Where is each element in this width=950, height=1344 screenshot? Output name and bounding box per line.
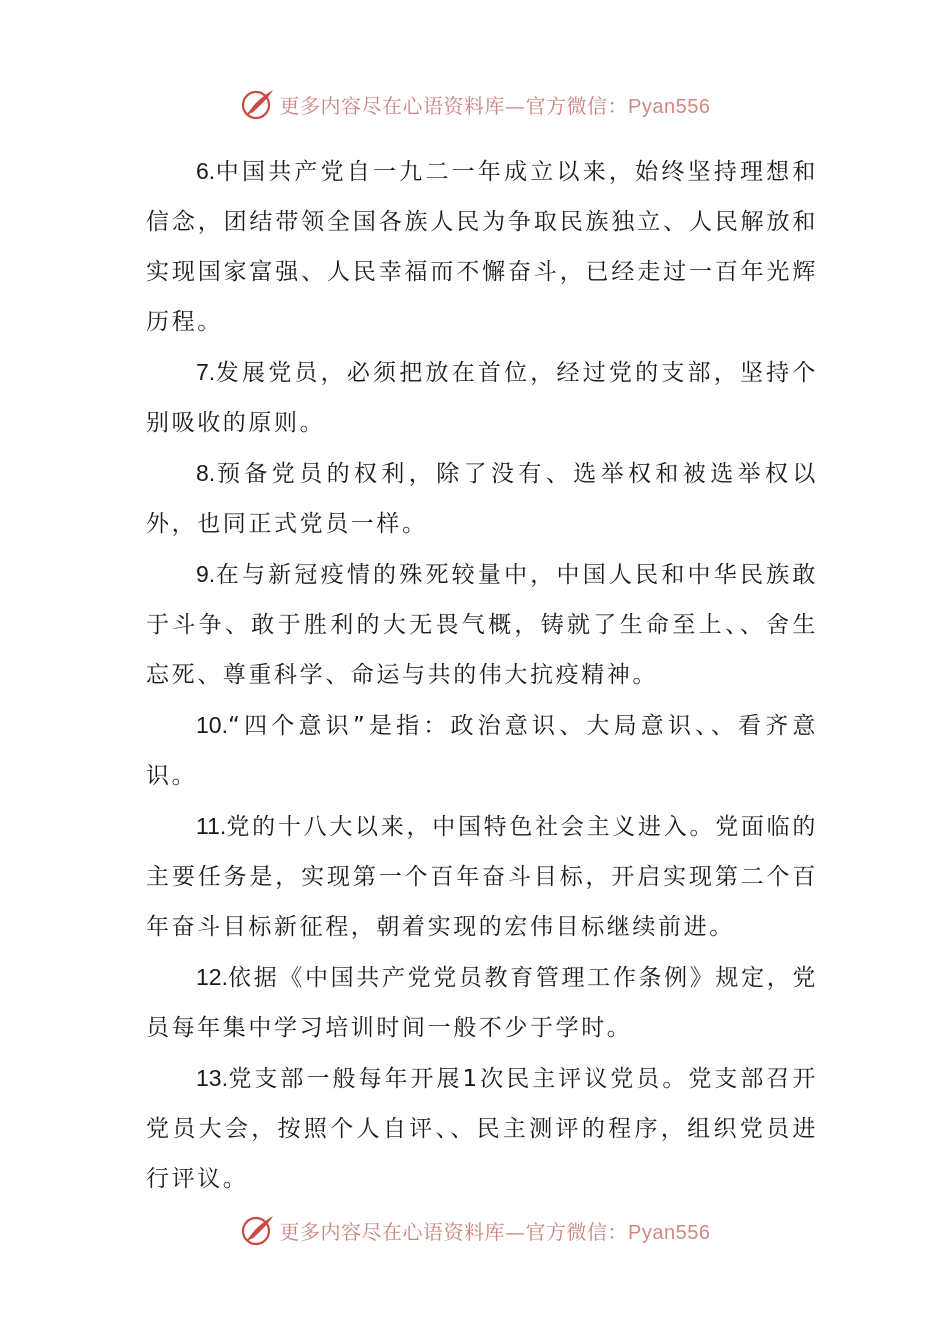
header-watermark: [0, 82, 950, 126]
question-10: [146, 700, 818, 801]
footer-watermark: [0, 1208, 950, 1252]
question-text: 在与新冠疫情的殊死较量中，中国人民和中华民族敢于斗争、敢于胜利的大无畏气概，铸就了生命至上、、舍生忘死、尊重科学、命运与共的伟大抗疫精神。: [146, 562, 818, 688]
question-11: [146, 801, 818, 952]
quill-logo-icon: [240, 86, 276, 122]
question-number: 6.: [196, 158, 216, 184]
question-text: 党的十八大以来，中国特色社会主义进入。党面临的主要任务是，实现第一个百年奋斗目标，开启实现第二个百年奋斗目标新征程，朝着实现的宏伟目标继续前进。: [146, 814, 818, 940]
question-number: 12.: [196, 964, 228, 990]
footer-watermark-handle: Pyan556: [628, 1221, 711, 1244]
header-watermark-handle: Pyan556: [628, 95, 711, 118]
question-7: [146, 347, 818, 448]
question-text: 发展党员，必须把放在首位，经过党的支部，坚持个别吸收的原则。: [146, 360, 818, 436]
question-text: 党支部一般每年开展1次民主评议党员。党支部召开党员大会，按照个人自评、、民主测评的程序，组织党员进行评议。: [146, 1066, 818, 1192]
quill-logo-icon: [240, 1212, 276, 1248]
question-8: [146, 448, 818, 549]
question-text: 依据《中国共产党党员教育管理工作条例》规定，党员每年集中学习培训时间一般不少于学时。: [146, 965, 818, 1041]
question-text: “四个意识”是指：政治意识、大局意识、、看齐意识。: [146, 713, 818, 789]
question-number: 10.: [196, 712, 228, 738]
footer-watermark-text: [280, 1216, 711, 1245]
question-number: 9.: [196, 561, 216, 587]
question-12: [146, 952, 818, 1053]
question-number: 7.: [196, 359, 216, 385]
question-9: [146, 549, 818, 700]
question-number: 11.: [196, 813, 227, 839]
header-watermark-text: [280, 90, 711, 119]
question-number: 8.: [196, 460, 216, 486]
question-number: 13.: [196, 1065, 228, 1091]
question-6: [146, 146, 818, 347]
header-watermark-label: 更多内容尽在心语资料库—官方微信：: [279, 93, 629, 118]
footer-watermark-label: 更多内容尽在心语资料库—官方微信：: [279, 1219, 629, 1244]
document-body: [146, 146, 818, 1204]
question-text: 中国共产党自一九二一年成立以来，始终坚持理想和信念，团结带领全国各族人民为争取民族独立、人民解放和实现国家富强、人民幸福而不懈奋斗，已经走过一百年光辉历程。: [146, 159, 818, 335]
question-text: 预备党员的权利，除了没有、选举权和被选举权以外，也同正式党员一样。: [146, 461, 818, 537]
question-13: [146, 1053, 818, 1204]
